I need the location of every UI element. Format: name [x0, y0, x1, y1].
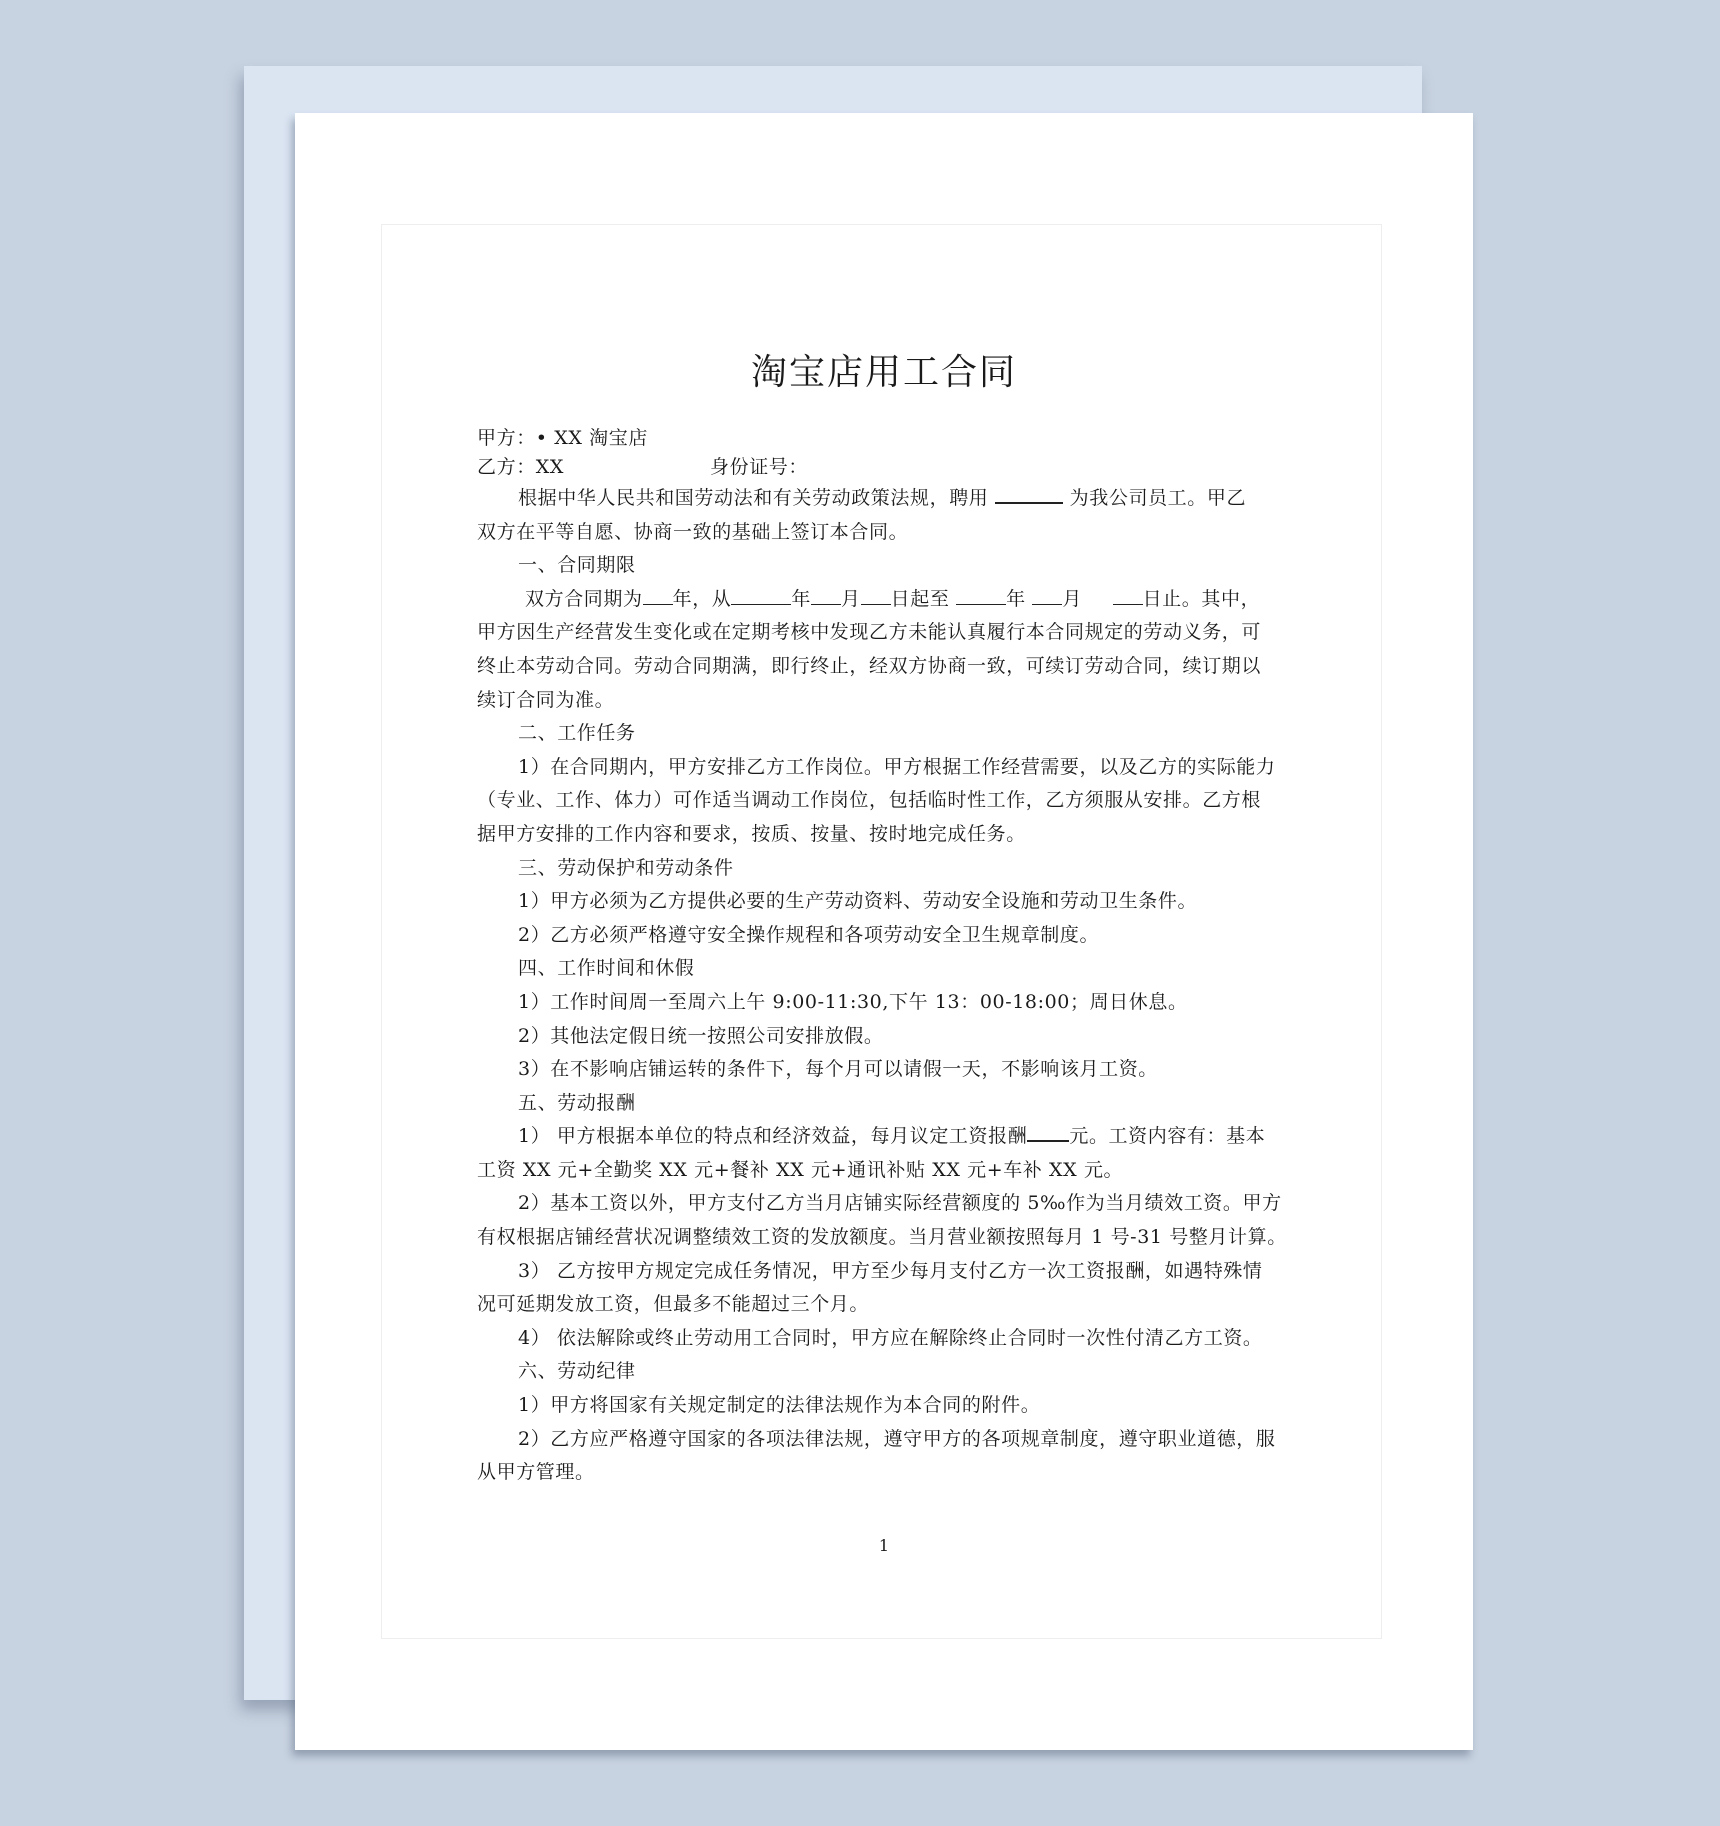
- intro-text: 根据中华人民共和国劳动法和有关劳动政策法规，聘用: [518, 487, 996, 509]
- start-month-blank[interactable]: [811, 585, 841, 605]
- party-b: 乙方：XX: [477, 456, 565, 478]
- discipline-item-2-cont: 从甲方管理。: [477, 1461, 595, 1484]
- term-text: 日止。其中，: [1142, 587, 1261, 610]
- section-heading-6: 六、劳动纪律: [518, 1360, 636, 1383]
- pay-item-3-cont: 况可延期发放工资，但最多不能超过三个月。: [477, 1293, 870, 1316]
- section-heading-4: 四、工作时间和休假: [518, 957, 695, 980]
- pay-text: 元。工资内容有：基本: [1069, 1125, 1266, 1148]
- task-line-3: 据甲方安排的工作内容和要求，按质、按量、按时地完成任务。: [477, 822, 1026, 845]
- start-year-blank[interactable]: [731, 585, 791, 605]
- hours-item-2: 2）其他法定假日统一按照公司安排放假。: [518, 1024, 884, 1047]
- years-blank[interactable]: [643, 585, 673, 605]
- end-day-blank[interactable]: [1113, 585, 1143, 605]
- start-day-blank[interactable]: [861, 585, 891, 605]
- term-text: 双方合同期为: [525, 587, 643, 610]
- employee-name-blank[interactable]: [995, 483, 1063, 504]
- term-line-3: 终止本劳动合同。劳动合同期满，即行终止，经双方协商一致，可续订劳动合同，续订期以: [477, 654, 1262, 677]
- page-number: 1: [878, 1536, 890, 1555]
- salary-amount-blank[interactable]: [1027, 1121, 1069, 1142]
- protection-item-1: 1）甲方必须为乙方提供必要的生产劳动资料、劳动安全设施和劳动卫生条件。: [518, 890, 1198, 913]
- term-text: 年: [1006, 587, 1033, 610]
- document-title: 淘宝店用工合同: [750, 352, 1017, 393]
- end-year-blank[interactable]: [956, 585, 1006, 605]
- pay-item-1-cont: 工资 XX 元+全勤奖 XX 元+餐补 XX 元+通讯补贴 XX 元+车补 XX 元。: [477, 1158, 1124, 1181]
- pay-item-1: [477, 1120, 1292, 1154]
- term-line-2: 甲方因生产经营发生变化或在定期考核中发现乙方未能认真履行本合同规定的劳动义务，可: [477, 621, 1262, 644]
- pay-item-3: 3） 乙方按甲方规定完成任务情况，甲方至少每月支付乙方一次工资报酬，如遇特殊情: [518, 1259, 1263, 1282]
- section-heading-2: 二、工作任务: [518, 722, 636, 745]
- section-heading-1: 一、合同期限: [518, 554, 636, 577]
- term-text: 月: [841, 587, 861, 610]
- party-a-line: [477, 424, 1292, 453]
- term-text: 年: [791, 587, 812, 610]
- discipline-item-2: 2）乙方应严格遵守国家的各项法律法规，遵守甲方的各项规章制度，遵守职业道德，服: [518, 1427, 1276, 1450]
- pay-item-4: 4） 依法解除或终止劳动用工合同时，甲方应在解除终止合同时一次性付清乙方工资。: [518, 1326, 1263, 1349]
- hours-item-3: 3）在不影响店铺运转的条件下，每个月可以请假一天，不影响该月工资。: [518, 1058, 1158, 1081]
- intro-line-2: 双方在平等自愿、协商一致的基础上签订本合同。: [477, 520, 909, 543]
- term-line-4: 续订合同为准。: [477, 688, 615, 711]
- pay-item-2: 2）基本工资以外，甲方支付乙方当月店铺实际经营额度的 5‰作为当月绩效工资。甲方: [518, 1192, 1282, 1215]
- term-text: 年，从: [672, 587, 732, 610]
- end-month-blank[interactable]: [1032, 585, 1062, 605]
- id-number-label: 身份证号：: [710, 456, 809, 478]
- hours-item-1: 1）工作时间周一至周六上午 9:00-11:30,下午 13：00-18:00；周日休息。: [518, 990, 1188, 1013]
- party-a: 甲方：• XX 淘宝店: [477, 427, 648, 449]
- task-line-1: 1）在合同期内，甲方安排乙方工作岗位。甲方根据工作经营需要，以及乙方的实际能力: [518, 755, 1276, 778]
- section-heading-3: 三、劳动保护和劳动条件: [518, 856, 734, 879]
- term-text: 月: [1062, 587, 1089, 610]
- protection-item-2: 2）乙方必须严格遵守安全操作规程和各项劳动安全卫生规章制度。: [518, 923, 1100, 946]
- party-b-line: [477, 453, 1292, 482]
- pay-item-2-cont: 有权根据店铺经营状况调整绩效工资的发放额度。当月营业额按照每月 1 号-31 号整月计算。: [477, 1226, 1287, 1249]
- task-line-2: （专业、工作、体力）可作适当调动工作岗位，包括临时性工作，乙方须服从安排。乙方根: [477, 789, 1262, 812]
- pay-text: 1） 甲方根据本单位的特点和经济效益，每月议定工资报酬: [518, 1125, 1028, 1148]
- document-body: [477, 424, 1292, 1490]
- term-line-1: [477, 583, 1292, 617]
- section-heading-5: 五、劳动报酬: [518, 1091, 636, 1114]
- intro-line-1: [477, 482, 1292, 516]
- front-page-sheet: [295, 113, 1473, 1750]
- intro-text: 为我公司员工。甲乙: [1063, 487, 1247, 509]
- term-text: 日起至: [890, 587, 957, 610]
- discipline-item-1: 1）甲方将国家有关规定制定的法律法规作为本合同的附件。: [518, 1394, 1041, 1417]
